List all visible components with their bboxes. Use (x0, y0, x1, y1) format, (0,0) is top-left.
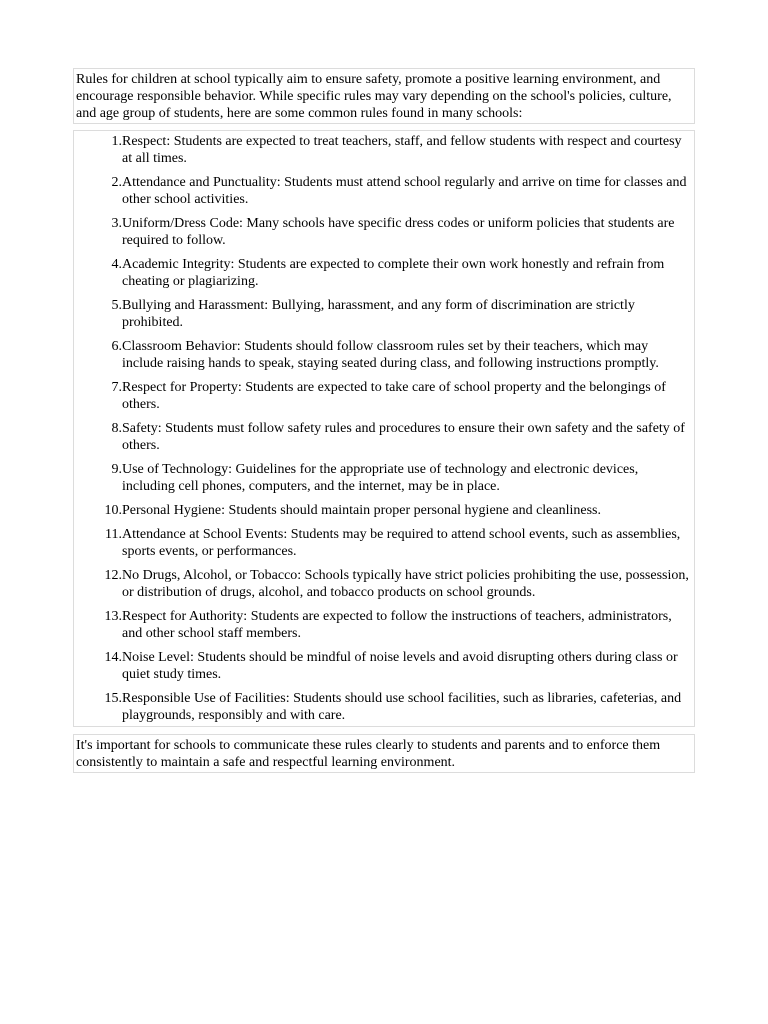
list-item-text: Use of Technology: Guidelines for the appropriate use of technology and electronic devices, including cell phones, computers, and the internet, may be in place. (122, 462, 639, 494)
list-item (74, 133, 692, 167)
list-item-number: 7. (111, 380, 122, 395)
list-item (74, 608, 692, 642)
list-item-text: Personal Hygiene: Students should maintain proper personal hygiene and cleanliness. (122, 503, 602, 518)
list-item-number: 4. (111, 257, 122, 272)
list-item-text: Attendance at School Events: Students may be required to attend school events, such as assemblies, sports events, or performances. (122, 527, 681, 559)
list-item-number: 14. (104, 650, 122, 665)
list-item-number: 6. (111, 339, 122, 354)
list-item (74, 297, 692, 331)
intro-box (73, 68, 695, 124)
list-item (74, 690, 692, 724)
list-item-text: Bullying and Harassment: Bullying, harassment, and any form of discrimination are strictly prohibited. (122, 298, 635, 330)
list-item (74, 420, 692, 454)
list-item (74, 461, 692, 495)
list-item-text: No Drugs, Alcohol, or Tobacco: Schools typically have strict policies prohibiting the use, possession, or distribution of drugs, alcohol, and tobacco products on school grounds. (122, 568, 689, 600)
list-item (74, 256, 692, 290)
rules-list-box (73, 130, 695, 727)
list-item-text: Respect for Authority: Students are expected to follow the instructions of teachers, administrators, and other school staff members. (122, 609, 672, 641)
document-page (73, 68, 695, 773)
list-item-text: Classroom Behavior: Students should follow classroom rules set by their teachers, which may include raising hands to speak, staying seated during class, and following instructions promptly. (122, 339, 659, 371)
outro-paragraph: It's important for schools to communicate these rules clearly to students and parents and to enforce them consistently to maintain a safe and respectful learning environment. (76, 738, 661, 770)
list-item-number: 12. (104, 568, 122, 583)
list-item (74, 567, 692, 601)
list-item-text: Responsible Use of Facilities: Students should use school facilities, such as libraries, cafeterias, and playgrounds, responsibly and with care. (122, 691, 682, 723)
list-item-number: 9. (111, 462, 122, 477)
list-item-number: 8. (111, 421, 122, 436)
list-item (74, 649, 692, 683)
list-item-text: Safety: Students must follow safety rules and procedures to ensure their own safety and the safety of others. (122, 421, 685, 453)
list-item-number: 3. (111, 216, 122, 231)
list-item (74, 526, 692, 560)
list-item-text: Noise Level: Students should be mindful of noise levels and avoid disrupting others during class or quiet study times. (122, 650, 678, 682)
list-item-text: Respect: Students are expected to treat teachers, staff, and fellow students with respect and courtesy at all times. (122, 134, 682, 166)
list-item-number: 15. (104, 691, 122, 706)
intro-paragraph: Rules for children at school typically aim to ensure safety, promote a positive learning environment, and encourage responsible behavior. While specific rules may vary depending on the school's policies, culture, and age group of students, here are some common rules found in many schools: (76, 72, 672, 121)
list-item (74, 338, 692, 372)
list-item-number: 5. (111, 298, 122, 313)
list-item (74, 215, 692, 249)
list-item-number: 11. (105, 527, 122, 542)
list-item-text: Attendance and Punctuality: Students must attend school regularly and arrive on time for classes and other school activities. (122, 175, 687, 207)
list-item (74, 174, 692, 208)
list-item (74, 379, 692, 413)
outro-box (73, 734, 695, 773)
list-item-number: 2. (111, 175, 122, 190)
list-item-number: 1. (111, 134, 122, 149)
rules-list (74, 133, 692, 724)
list-item-text: Uniform/Dress Code: Many schools have specific dress codes or uniform policies that students are required to follow. (122, 216, 675, 248)
list-item-number: 10. (104, 503, 122, 518)
list-item-number: 13. (104, 609, 122, 624)
list-item (74, 502, 692, 519)
list-item-text: Academic Integrity: Students are expected to complete their own work honestly and refrain from cheating or plagiarizing. (122, 257, 665, 289)
list-item-text: Respect for Property: Students are expected to take care of school property and the belongings of others. (122, 380, 666, 412)
